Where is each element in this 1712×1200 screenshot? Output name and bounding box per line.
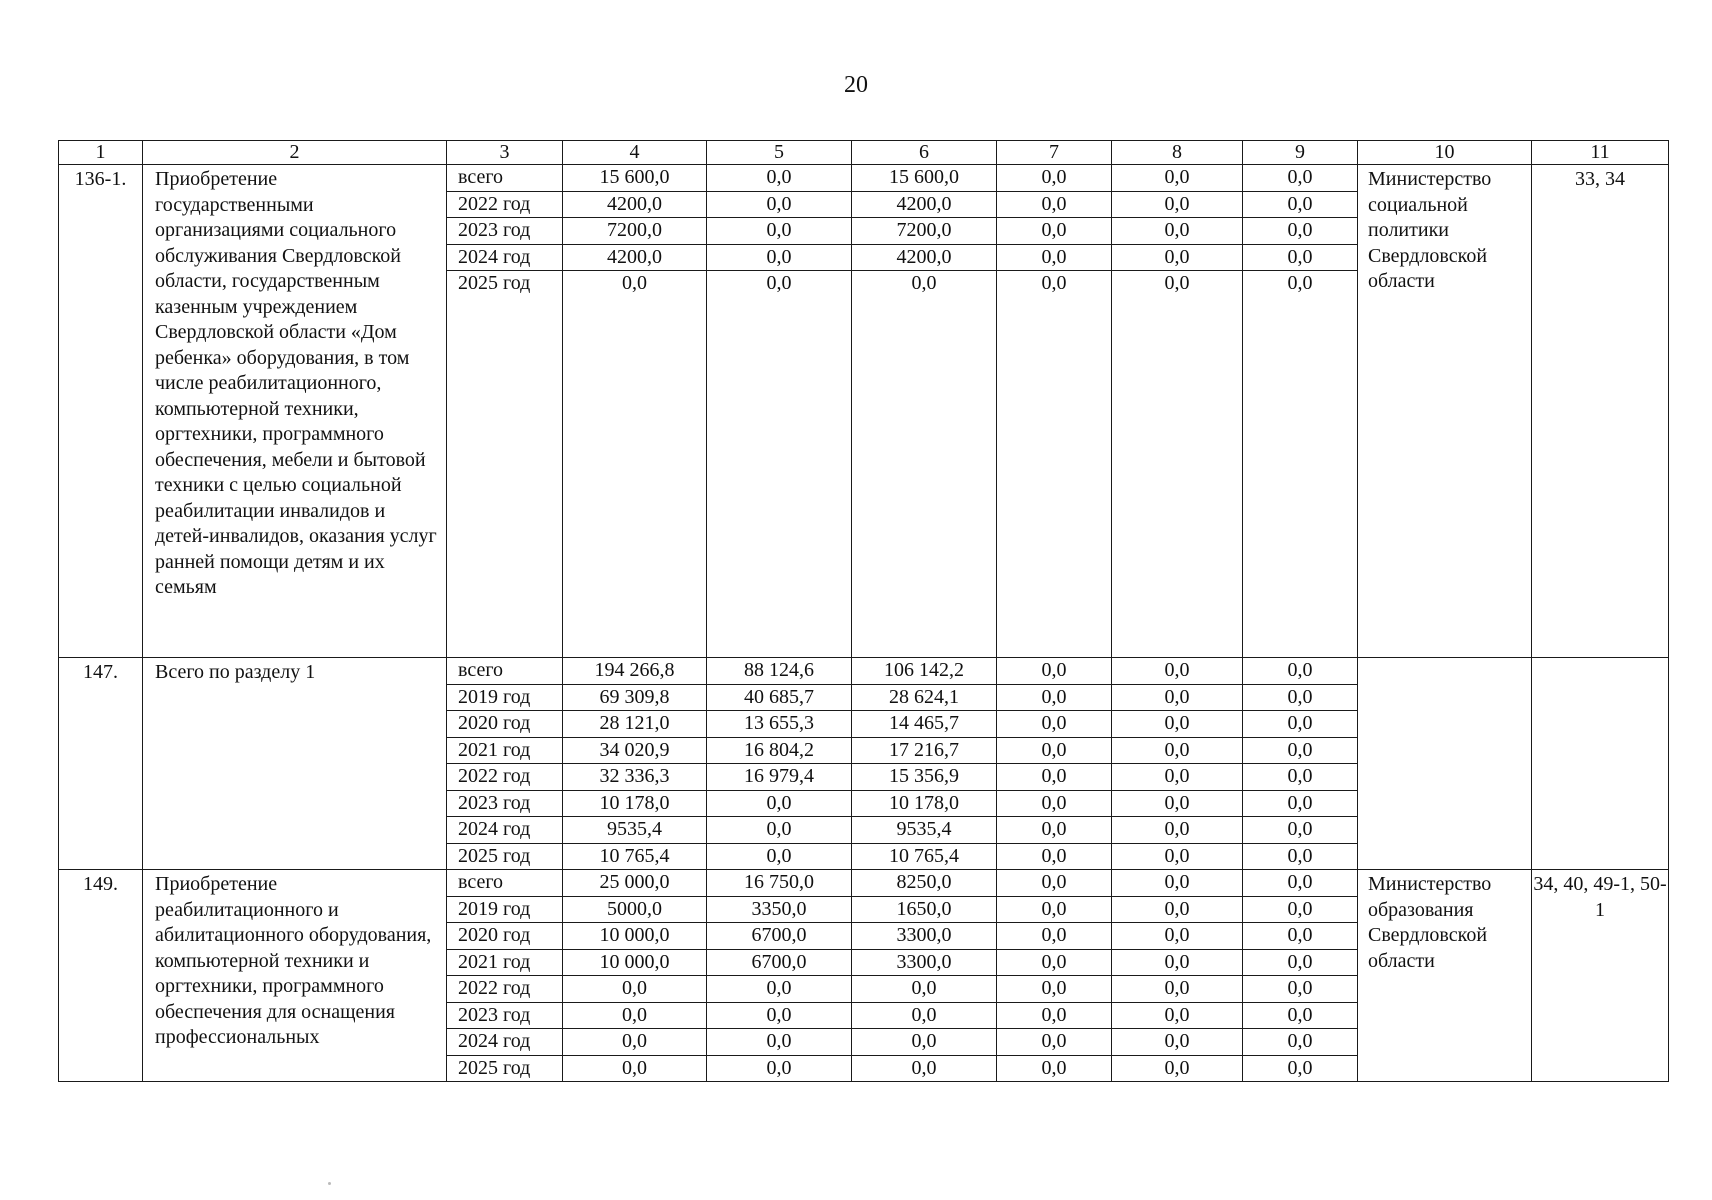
other-value: 0,0 [1243,711,1357,738]
total-value: 194 266,8 [563,658,706,685]
federal-value: 0,0 [707,165,851,192]
local-value: 0,0 [997,923,1111,950]
period-cell: 2025 год [458,272,531,294]
period-cell-column [447,870,563,1082]
total-value: 10 000,0 [563,923,706,950]
total-value: 10 178,0 [563,791,706,818]
local-value: 0,0 [997,245,1111,272]
other-value: 0,0 [1243,658,1357,685]
column-header: 6 [852,141,997,165]
period-cell: 2019 год [447,897,562,924]
other-value: 0,0 [1287,272,1313,294]
column-number-row [59,141,1669,165]
extra-value-column [1112,658,1243,870]
column-header: 1 [59,141,143,165]
program-table [58,140,1669,1082]
period-cell: 2023 год [447,791,562,818]
target-refs: 33, 34 [1532,165,1669,658]
local-value: 0,0 [997,192,1111,219]
period-cell: 2025 год [458,844,531,867]
column-header: 3 [447,141,563,165]
federal-value: 40 685,7 [707,685,851,712]
period-cell: всего [447,165,562,192]
total-value: 10 000,0 [563,950,706,977]
local-value: 0,0 [997,976,1111,1003]
local-value: 0,0 [997,711,1111,738]
activity-name: Всего по разделу 1 [143,658,447,870]
total-value: 32 336,3 [563,764,706,791]
federal-value: 0,0 [707,1029,851,1056]
other-value-column [1243,870,1358,1082]
local-value: 0,0 [997,218,1111,245]
row-number: 147. [59,658,143,870]
federal-value: 6700,0 [707,923,851,950]
regional-value: 0,0 [911,272,937,294]
other-value: 0,0 [1243,218,1357,245]
period-cell: 2024 год [447,1029,562,1056]
extra-value: 0,0 [1112,976,1242,1003]
federal-value: 16 979,4 [707,764,851,791]
period-cell: 2022 год [447,192,562,219]
federal-value-column [707,870,852,1082]
extra-value: 0,0 [1112,658,1242,685]
column-header: 10 [1358,141,1532,165]
regional-value: 0,0 [911,1056,937,1079]
responsible-org: Министерство социальной политики Свердловской области [1358,165,1532,658]
period-cell: 2020 год [447,923,562,950]
total-value: 15 600,0 [563,165,706,192]
other-value: 0,0 [1243,192,1357,219]
extra-value: 0,0 [1112,218,1242,245]
extra-value: 0,0 [1112,870,1242,897]
federal-value: 0,0 [766,272,792,294]
period-cell: 2023 год [447,1003,562,1030]
extra-value-column [1112,165,1243,658]
federal-value: 0,0 [766,1056,792,1079]
extra-value: 0,0 [1112,897,1242,924]
extra-value: 0,0 [1112,764,1242,791]
extra-value: 0,0 [1112,245,1242,272]
period-cell: 2019 год [447,685,562,712]
local-value: 0,0 [997,764,1111,791]
column-header: 2 [143,141,447,165]
federal-value: 13 655,3 [707,711,851,738]
regional-value: 9535,4 [852,817,996,844]
regional-value: 14 465,7 [852,711,996,738]
column-header: 11 [1532,141,1669,165]
other-value: 0,0 [1243,976,1357,1003]
other-value: 0,0 [1243,817,1357,844]
extra-value: 0,0 [1112,817,1242,844]
other-value: 0,0 [1243,685,1357,712]
other-value: 0,0 [1243,165,1357,192]
period-cell: 2022 год [447,764,562,791]
extra-value: 0,0 [1112,923,1242,950]
regional-value: 0,0 [852,976,996,1003]
local-value: 0,0 [997,1029,1111,1056]
extra-value: 0,0 [1112,950,1242,977]
regional-value: 17 216,7 [852,738,996,765]
total-value: 0,0 [622,1056,647,1079]
target-refs: 34, 40, 49-1, 50-1 [1532,870,1669,1082]
period-cell: 2024 год [447,245,562,272]
local-value: 0,0 [997,791,1111,818]
total-value-column [563,658,707,870]
federal-value: 0,0 [707,976,851,1003]
total-value: 0,0 [563,976,706,1003]
federal-value-column [707,658,852,870]
extra-value: 0,0 [1112,738,1242,765]
regional-value: 8250,0 [852,870,996,897]
federal-value: 0,0 [707,817,851,844]
regional-value: 10 765,4 [889,844,959,867]
extra-value: 0,0 [1112,685,1242,712]
other-value: 0,0 [1243,950,1357,977]
federal-value: 0,0 [766,844,792,867]
federal-value: 3350,0 [707,897,851,924]
regional-value-column [852,870,997,1082]
regional-value: 15 600,0 [852,165,996,192]
regional-value: 3300,0 [852,950,996,977]
total-value: 0,0 [563,1003,706,1030]
column-header: 9 [1243,141,1358,165]
regional-value: 28 624,1 [852,685,996,712]
target-refs [1532,658,1669,870]
total-value: 34 020,9 [563,738,706,765]
federal-value: 0,0 [707,1003,851,1030]
period-cell: 2020 год [447,711,562,738]
regional-value: 7200,0 [852,218,996,245]
other-value: 0,0 [1243,1029,1357,1056]
local-value: 0,0 [1041,1056,1067,1079]
local-value: 0,0 [997,870,1111,897]
local-value: 0,0 [1041,844,1067,867]
total-value: 10 765,4 [599,844,670,867]
federal-value: 0,0 [707,245,851,272]
regional-value: 4200,0 [852,192,996,219]
total-value: 28 121,0 [563,711,706,738]
local-value-column [997,870,1112,1082]
local-value: 0,0 [997,1003,1111,1030]
total-value: 25 000,0 [563,870,706,897]
extra-value-column [1112,870,1243,1082]
regional-value-column [852,165,997,658]
period-cell: 2021 год [447,950,562,977]
other-value: 0,0 [1287,1056,1313,1079]
total-value-column [563,165,707,658]
local-value: 0,0 [997,897,1111,924]
local-value: 0,0 [997,658,1111,685]
period-cell: 2024 год [447,817,562,844]
other-value: 0,0 [1243,764,1357,791]
regional-value: 0,0 [852,1029,996,1056]
federal-value: 88 124,6 [707,658,851,685]
local-value-column [997,658,1112,870]
total-value-column [563,870,707,1082]
federal-value: 6700,0 [707,950,851,977]
responsible-org [1358,658,1532,870]
regional-value: 0,0 [852,1003,996,1030]
federal-value: 16 804,2 [707,738,851,765]
total-value: 0,0 [622,272,647,294]
federal-value: 0,0 [707,218,851,245]
extra-value: 0,0 [1112,1029,1242,1056]
regional-value: 1650,0 [852,897,996,924]
period-cell: 2023 год [447,218,562,245]
local-value: 0,0 [997,165,1111,192]
federal-value-column [707,165,852,658]
other-value: 0,0 [1243,738,1357,765]
column-header: 8 [1112,141,1243,165]
local-value: 0,0 [997,950,1111,977]
federal-value: 0,0 [707,192,851,219]
activity-name: Приобретение реабилитационного и абилитационного оборудования, компьютерной техники и оргтехники, программного обеспечения для оснащения профессиональных [143,870,447,1082]
total-value: 0,0 [563,1029,706,1056]
federal-value: 16 750,0 [707,870,851,897]
period-cell: всего [447,870,562,897]
extra-value: 0,0 [1112,791,1242,818]
local-value: 0,0 [997,685,1111,712]
local-value: 0,0 [997,738,1111,765]
extra-value: 0,0 [1164,1056,1190,1079]
table-row [59,658,1669,870]
federal-value: 0,0 [707,791,851,818]
total-value: 4200,0 [563,245,706,272]
other-value: 0,0 [1243,1003,1357,1030]
local-value-column [997,165,1112,658]
regional-value: 15 356,9 [852,764,996,791]
total-value: 4200,0 [563,192,706,219]
row-number: 136-1. [59,165,143,658]
column-header: 5 [707,141,852,165]
page-number: 20 [844,72,868,98]
other-value: 0,0 [1243,897,1357,924]
total-value: 7200,0 [563,218,706,245]
scan-dot [328,1182,331,1185]
regional-value: 106 142,2 [852,658,996,685]
regional-value: 4200,0 [852,245,996,272]
other-value: 0,0 [1243,791,1357,818]
other-value: 0,0 [1243,923,1357,950]
column-header: 7 [997,141,1112,165]
table-row [59,165,1669,658]
period-cell: 2022 год [447,976,562,1003]
other-value: 0,0 [1243,870,1357,897]
local-value: 0,0 [1041,272,1067,294]
responsible-org: Министерство образования Свердловской области [1358,870,1532,1082]
extra-value: 0,0 [1112,1003,1242,1030]
period-cell: всего [447,658,562,685]
extra-value: 0,0 [1112,165,1242,192]
extra-value: 0,0 [1112,711,1242,738]
other-value-column [1243,658,1358,870]
period-cell-column [447,658,563,870]
regional-value-column [852,658,997,870]
total-value: 69 309,8 [563,685,706,712]
extra-value: 0,0 [1164,844,1190,867]
regional-value: 3300,0 [852,923,996,950]
period-cell: 2025 год [458,1056,531,1079]
extra-value: 0,0 [1164,272,1190,294]
column-header: 4 [563,141,707,165]
table-row [59,870,1669,1082]
row-number: 149. [59,870,143,1082]
other-value: 0,0 [1243,245,1357,272]
period-cell: 2021 год [447,738,562,765]
activity-name: Приобретение государственными организациями социального обслуживания Свердловской области, государственным казенным учреждением Свердловской области «Дом ребенка» оборудования, в том числе реабилитационного, компьютерной техники, оргтехники, программного обеспечения, мебели и бытовой техники с целью социальной реабилитации инвалидов и детей-инвалидов, оказания услуг ранней помощи детям и их семьям [143,165,447,658]
total-value: 5000,0 [563,897,706,924]
other-value: 0,0 [1287,844,1313,867]
period-cell-column [447,165,563,658]
local-value: 0,0 [997,817,1111,844]
extra-value: 0,0 [1112,192,1242,219]
regional-value: 10 178,0 [852,791,996,818]
other-value-column [1243,165,1358,658]
total-value: 9535,4 [563,817,706,844]
